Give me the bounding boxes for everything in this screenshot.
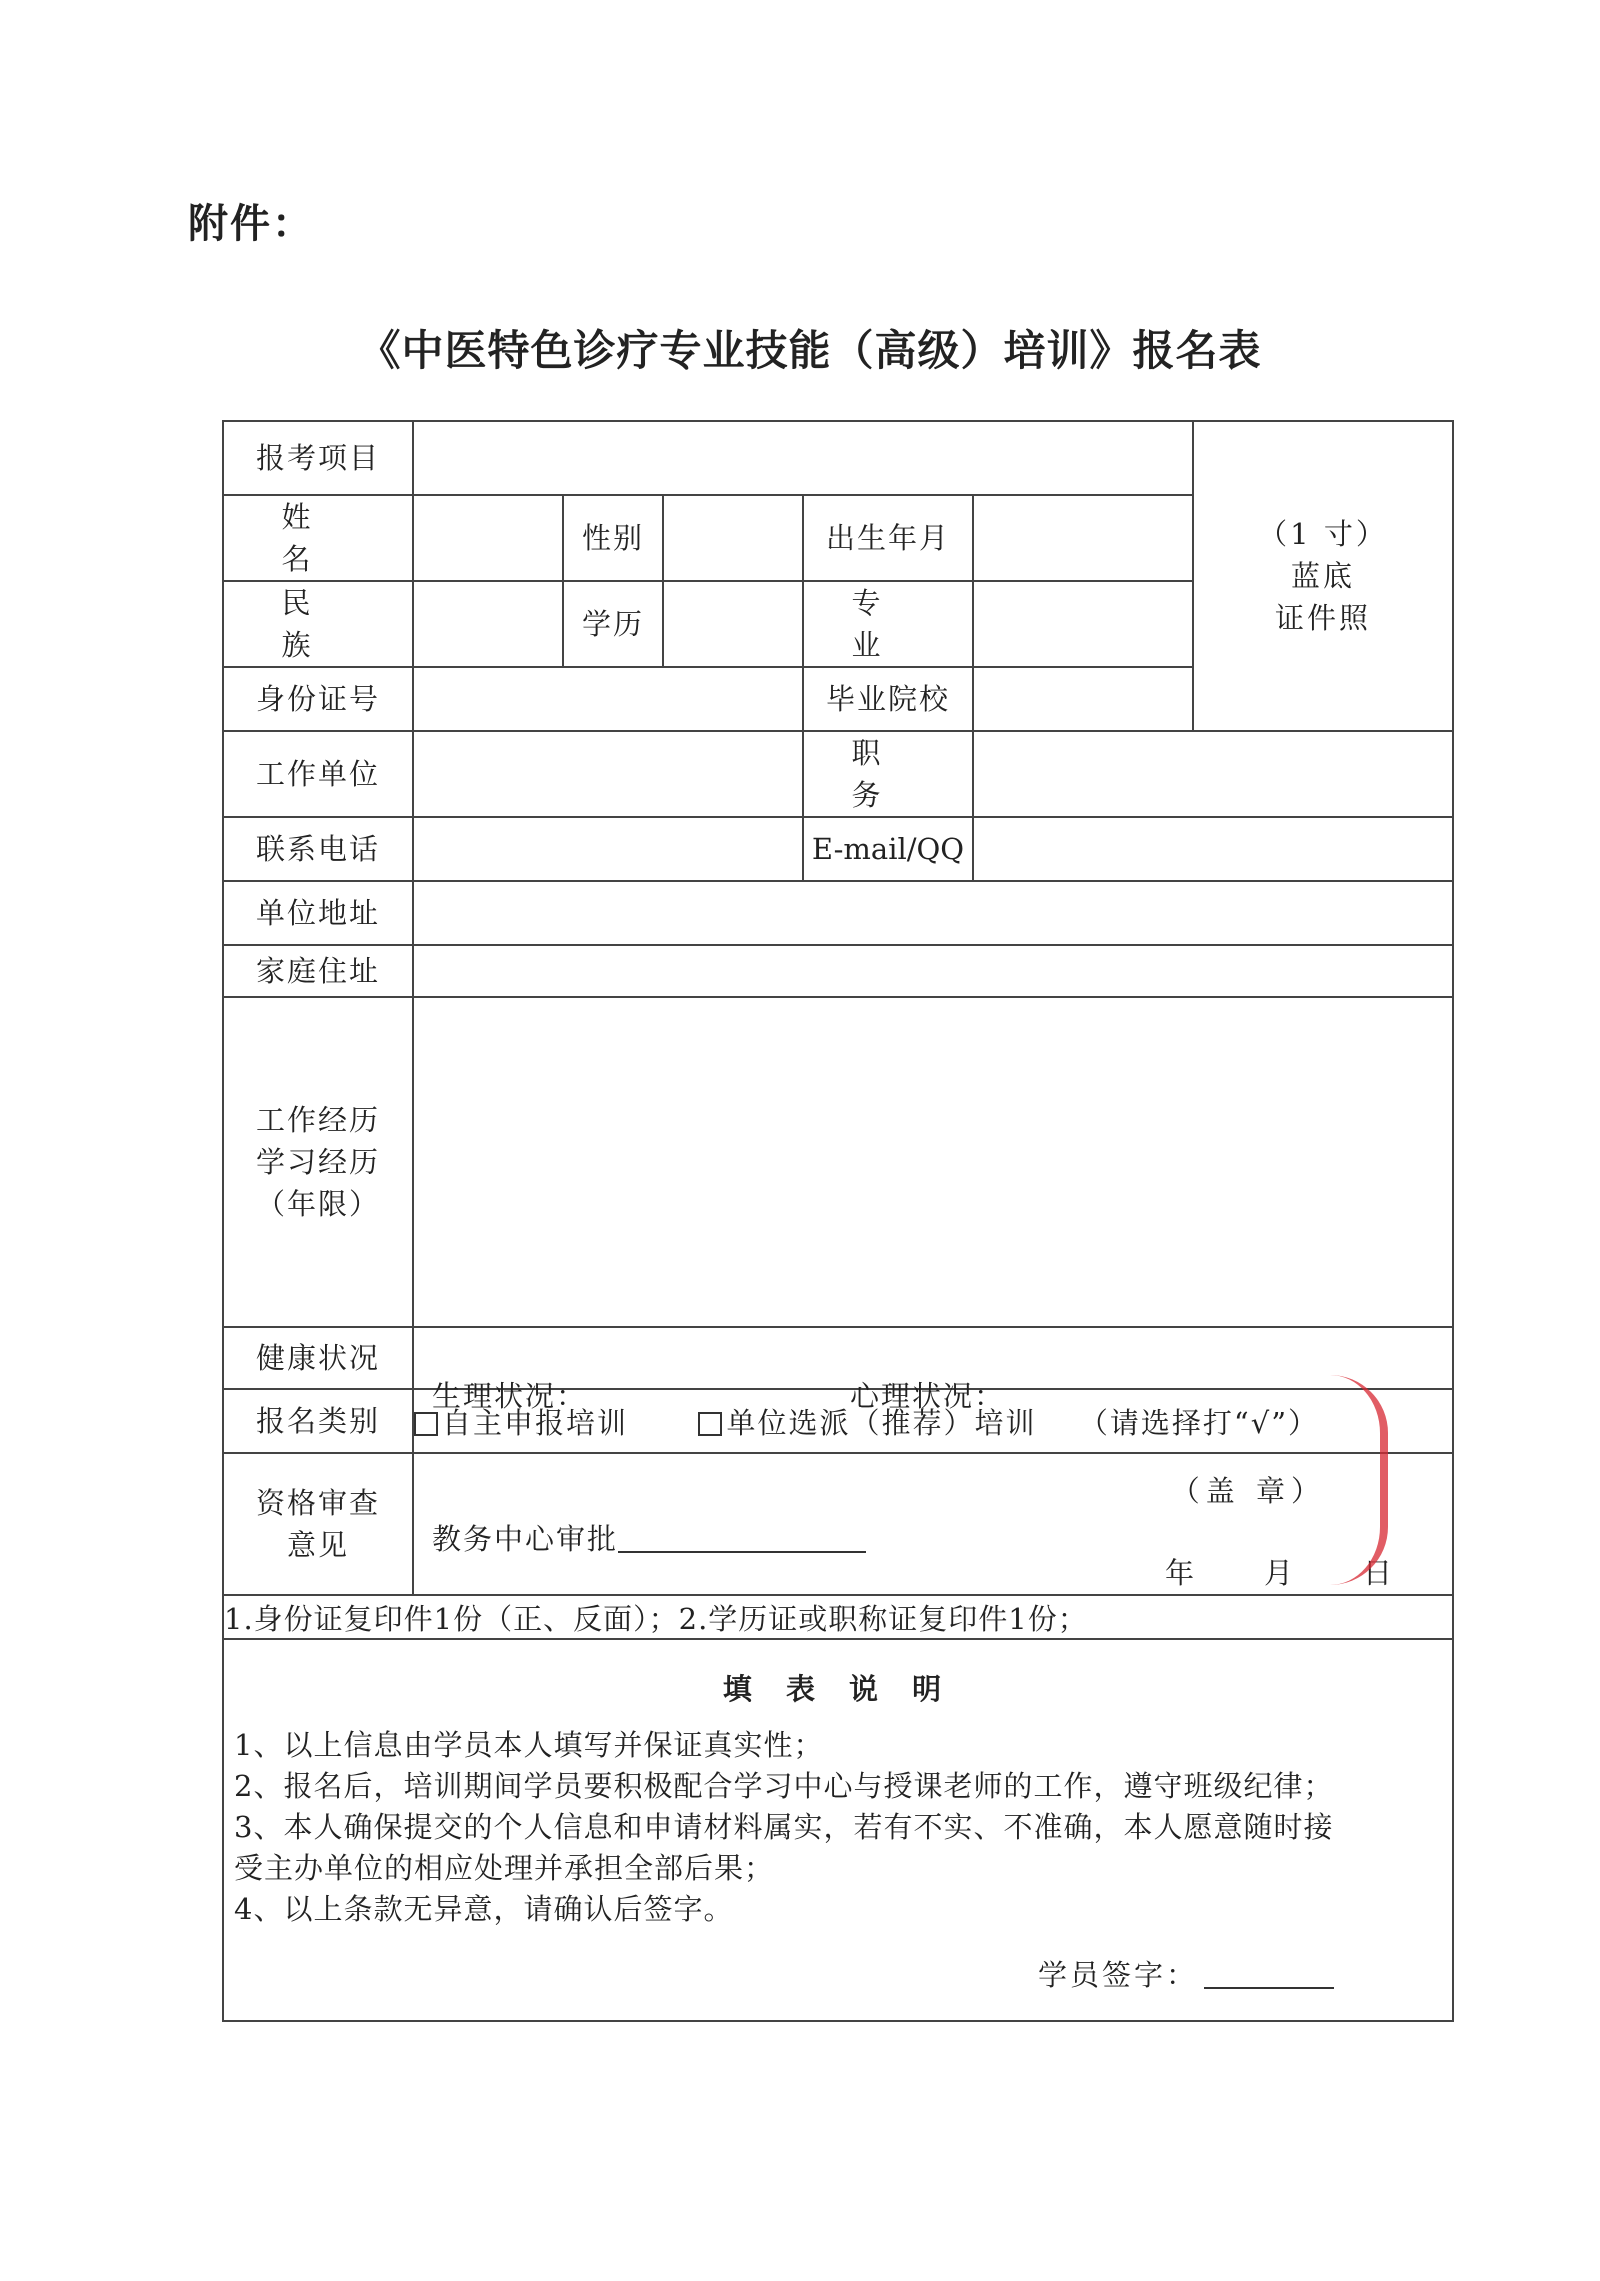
approval-signature-line[interactable] [618, 1551, 866, 1553]
photo-bg-text: 蓝底 [1290, 559, 1355, 593]
instruction-item: 1、以上信息由学员本人填写并保证真实性； [234, 1728, 824, 1762]
phone-input[interactable] [413, 817, 803, 881]
instruction-item: 受主办单位的相应处理并承担全部后果； [234, 1851, 775, 1885]
home-address-label: 家庭住址 [223, 945, 413, 997]
approval-date [1095, 1551, 1392, 1592]
day-label: 日 [1362, 1556, 1392, 1590]
school-label: 毕业院校 [803, 667, 973, 731]
attachment-label: 附件： [188, 201, 314, 247]
instructions-list [234, 1725, 1438, 1930]
gender-input[interactable] [663, 495, 803, 581]
id-input[interactable] [413, 667, 803, 731]
email-input[interactable] [973, 817, 1453, 881]
unit-address-label: 单位地址 [223, 881, 413, 945]
email-label: E-mail/QQ [803, 817, 973, 881]
birth-label: 出生年月 [803, 495, 973, 581]
instructions-heading: 填 表 说 明 [722, 1672, 954, 1706]
select-hint: （请选择打“√”） [1078, 1405, 1320, 1440]
self-apply-label: 自主申报培训 [442, 1405, 629, 1440]
photo-type-text: 证件照 [1274, 601, 1371, 635]
experience-label [223, 997, 413, 1327]
major-label: 专 业 [803, 581, 973, 667]
attachments-note: 1.身份证复印件1份（正、反面）；2.学历证或职称证复印件1份； [223, 1595, 1453, 1639]
instruction-item: 3、本人确保提交的个人信息和申请材料属实，若有不实、不准确，本人愿意随时接 [234, 1810, 1334, 1844]
work-unit-input[interactable] [413, 731, 803, 817]
work-unit-label: 工作单位 [223, 731, 413, 817]
physical-label: 生理状况： [432, 1379, 588, 1413]
self-apply-checkbox[interactable] [414, 1412, 438, 1436]
position-label: 职 务 [803, 731, 973, 817]
photo-size-text: （1 寸） [1258, 517, 1388, 551]
qualification-field [413, 1453, 1453, 1595]
instructions-box [223, 1639, 1453, 2021]
instruction-item: 4、以上条款无异意，请确认后签字。 [234, 1892, 734, 1926]
education-input[interactable] [663, 581, 803, 667]
project-label: 报考项目 [223, 421, 413, 495]
stamp-label: （盖 章） [1170, 1474, 1326, 1508]
name-input[interactable] [413, 495, 563, 581]
photo-box[interactable] [1193, 421, 1453, 731]
id-label: 身份证号 [223, 667, 413, 731]
phone-label: 联系电话 [223, 817, 413, 881]
gender-label: 性别 [563, 495, 663, 581]
mental-label: 心理状况： [850, 1379, 1006, 1413]
name-label: 姓 名 [223, 495, 413, 581]
opinion-text: 意见 [286, 1528, 349, 1562]
unit-address-input[interactable] [413, 881, 1453, 945]
home-address-input[interactable] [413, 945, 1453, 997]
ethnicity-label: 民 族 [223, 581, 413, 667]
birth-input[interactable] [973, 495, 1193, 581]
qualification-text: 资格审查 [255, 1486, 380, 1520]
major-input[interactable] [973, 581, 1193, 667]
school-input[interactable] [973, 667, 1193, 731]
month-label: 月 [1263, 1556, 1293, 1590]
health-field[interactable] [413, 1327, 1453, 1413]
year-label: 年 [1164, 1556, 1194, 1590]
qualification-label [223, 1453, 413, 1595]
study-experience-text: 学习经历 [255, 1145, 380, 1179]
education-label: 学历 [563, 581, 663, 667]
signature-label: 学员签字： [1037, 1958, 1198, 1992]
work-experience-text: 工作经历 [255, 1103, 380, 1137]
category-label: 报名类别 [223, 1389, 413, 1453]
years-text: （年限） [255, 1187, 380, 1221]
health-label: 健康状况 [223, 1327, 413, 1389]
unit-assigned-label: 单位选派（推荐）培训 [726, 1405, 1037, 1440]
form-title: 《中医特色诊疗专业技能（高级）培训》报名表 [358, 326, 1262, 375]
signature-line[interactable] [1204, 1987, 1334, 1989]
unit-assigned-checkbox[interactable] [698, 1412, 722, 1436]
instruction-item: 2、报名后，培训期间学员要积极配合学习中心与授课老师的工作，遵守班级纪律； [234, 1769, 1334, 1803]
position-input[interactable] [973, 731, 1453, 817]
project-input[interactable] [413, 421, 1193, 495]
approval-label: 教务中心审批 [432, 1522, 619, 1556]
registration-form [222, 420, 1454, 2022]
experience-input[interactable] [413, 997, 1453, 1327]
ethnicity-input[interactable] [413, 581, 563, 667]
